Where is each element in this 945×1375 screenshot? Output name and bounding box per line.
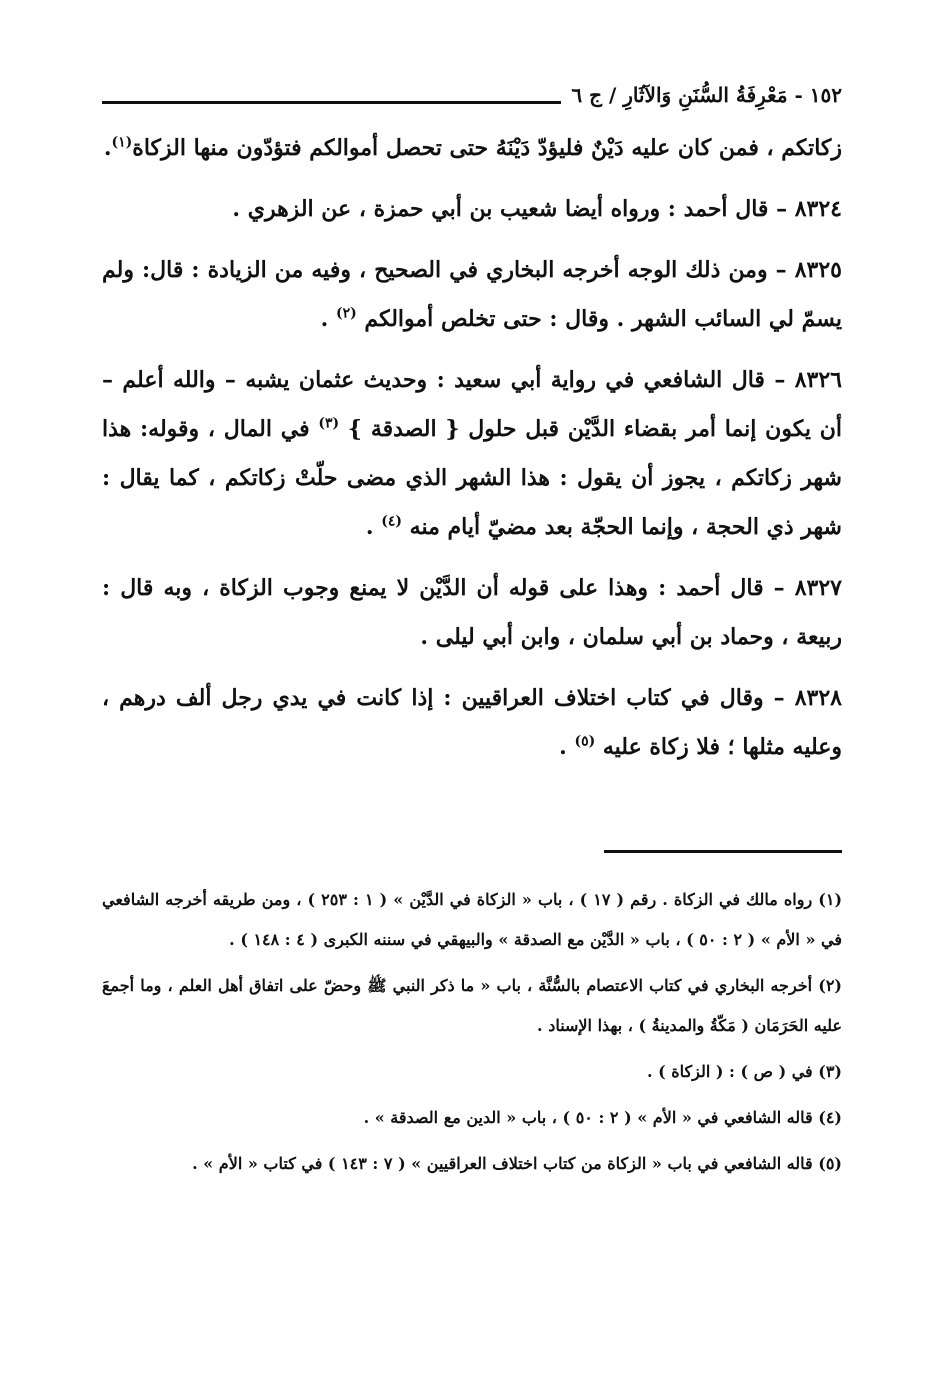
paragraph-8325 — [102, 246, 842, 344]
hadith-number: ٨٣٢٨ — [794, 685, 842, 711]
paragraph-end: . — [103, 135, 112, 161]
hadith-number: ٨٣٢٧ — [794, 575, 842, 601]
hadith-number: ٨٣٢٦ — [794, 367, 842, 393]
paragraph-8327 — [102, 564, 842, 662]
header-title: ١٥٢ - مَعْرِفَةُ السُّنَنِ وَالآثَارِ / ج ٦ — [571, 83, 842, 107]
paragraph-end: . — [559, 734, 575, 760]
paragraph-text: زكاتكم ، فمن كان عليه دَيْنٌ فليؤدّ دَيْنَهُ حتى تحصل أموالكم فتؤدّون منها الزكاة — [132, 135, 842, 161]
footnote-4: (٤) قاله الشافعي في « الأم » ( ٢ : ٥٠ ) ، باب « الدين مع الصدقة » . — [363, 1108, 842, 1127]
hadith-number: ٨٣٢٤ — [794, 196, 842, 222]
footnote-separator — [604, 850, 842, 853]
main-text — [102, 124, 842, 784]
footnotes — [102, 880, 842, 1190]
paragraph-continuation — [102, 124, 842, 173]
paragraph-text: – قال الشافعي في رواية أبي سعيد : وحديث عثمان يشبه – والله أعلم – أن يكون إنما أمر بقضاء الدَّيْن قبل حلول { الصدقة } — [102, 367, 842, 442]
paragraph-8324 — [102, 185, 842, 234]
paragraph-end: . — [365, 514, 382, 540]
paragraph-text: في المال ، وقوله: هذا شهر زكاتكم ، يجوز أن يقول : هذا الشهر الذي مضى حلّتْ زكاتكم ، كما يقال : شهر ذي الحجة ، وإنما الحجّة بعد مضيّ أيام منه — [102, 416, 842, 540]
footnote-ref: (٢) — [335, 305, 357, 322]
header-rule — [102, 101, 561, 104]
paragraph-text: – ومن ذلك الوجه أخرجه البخاري في الصحيح ، وفيه من الزيادة : قال: ولم يسمّ لي السائب الشهر . وقال : حتى تخلص أموالكم — [102, 257, 842, 332]
footnote-ref: (١) — [111, 134, 133, 151]
footnote-ref: (٤) — [381, 513, 402, 530]
paragraph-text: – وقال في كتاب اختلاف العراقيين : إذا كانت في يدي رجل ألف درهم ، وعليه مثلها ؛ فلا زكاة عليه — [102, 685, 842, 760]
footnote-ref: (٥) — [574, 733, 596, 750]
paragraph-text: – قال أحمد : وهذا على قوله أن الدَّيْن لا يمنع وجوب الزكاة ، وبه قال : ربيعة ، وحماد بن أبي سلمان ، وابن أبي ليلى . — [102, 575, 842, 650]
paragraph-text: – قال أحمد : ورواه أيضا شعيب بن أبي حمزة ، عن الزهري . — [232, 196, 795, 222]
footnote-ref: (٣) — [318, 415, 340, 432]
hadith-number: ٨٣٢٥ — [794, 257, 842, 283]
footnote-3: (٣) في ( ص ) : ( الزكاة ) . — [647, 1062, 842, 1081]
paragraph-8326 — [102, 356, 842, 552]
paragraph-8328 — [102, 674, 842, 772]
footnote-2: (٢) أخرجه البخاري في كتاب الاعتصام بالسُّنَّة ، باب « ما ذكر النبي ﷺ وحضّ على اتفاق أهل العلم ، وما أجمعَ عليه الحَرَمَان ( مَكّةُ والمدينةُ ) ، بهذا الإسناد . — [102, 976, 842, 1035]
footnote-5: (٥) قاله الشافعي في باب « الزكاة من كتاب اختلاف العراقيين » ( ٧ : ١٤٣ ) في كتاب « الأم » . — [192, 1154, 842, 1173]
footnote-1: (١) رواه مالك في الزكاة . رقم ( ١٧ ) ، باب « الزكاة في الدَّيْن » ( ١ : ٢٥٣ ) ، ومن طريقه أخرجه الشافعي في « الأم » ( ٢ : ٥٠ ) ، باب « الدَّيْن مع الصدقة » والبيهقي في سننه الكبرى ( ٤ : ١٤٨ ) . — [102, 890, 843, 949]
running-header — [102, 78, 842, 112]
paragraph-end: . — [320, 306, 336, 332]
